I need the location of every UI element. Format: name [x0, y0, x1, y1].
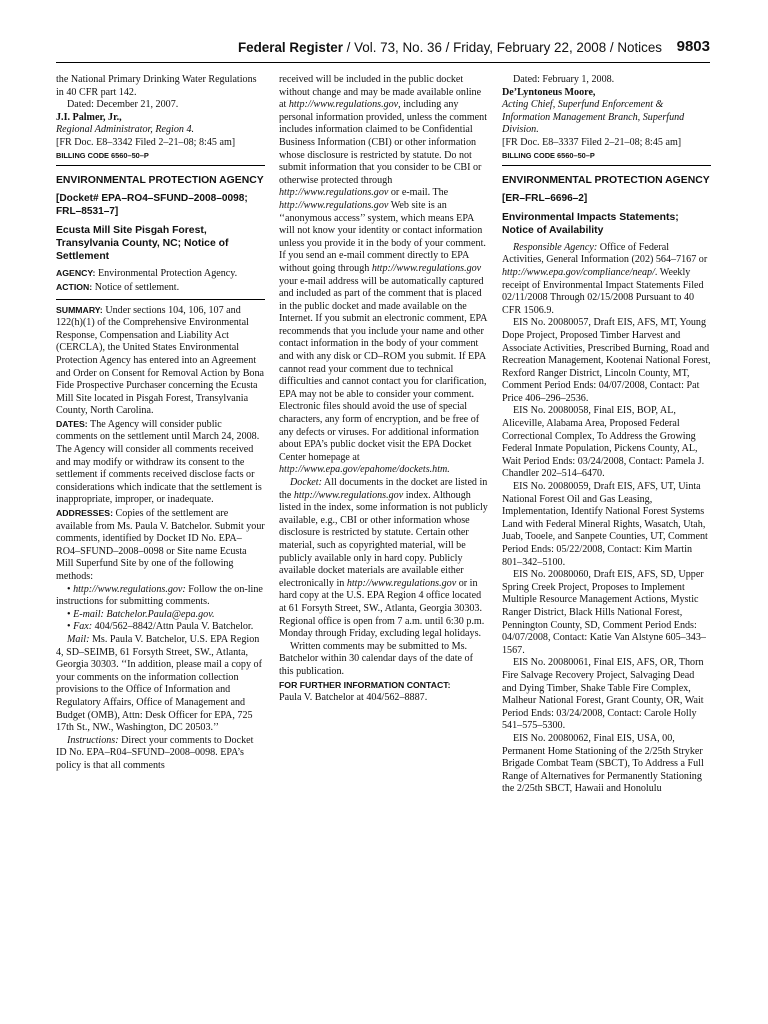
section-divider	[502, 165, 711, 166]
addresses-value: Copies of the settlement are available from Ms. Paula V. Batchelor. Submit your comments, identified by Docket ID No. EPA–RO4–SFUND–2008–0098 or Site name Ecusta Mill Superfund Site by one of the following methods:	[56, 508, 265, 582]
eis-entry: EIS No. 20080058, Final EIS, BOP, AL, Aliceville, Alabama Area, Proposed Federal Correctional Complex, To Address the Growing Federal Inmate Population, Pickens County, AL, Wait Period Ends: 03/24/2008, Contact: Pamela J. Chandler 202–514–6470.	[502, 405, 705, 480]
agency-heading: ENVIRONMENTAL PROTECTION AGENCY	[502, 174, 710, 186]
text-run: received will be included in the public docket without change and may be made available online at	[279, 74, 482, 111]
dated-line: Dated: February 1, 2008.	[513, 74, 615, 85]
bullet-fax: • Fax: 404/562–8842/Attn Paula V. Batchelor.	[67, 621, 254, 633]
responsible-agency-paragraph	[502, 242, 711, 318]
regulations-link[interactable]: http://www.regulations.gov	[279, 187, 389, 199]
neap-link[interactable]: http://www.epa.gov/compliance/neap/	[502, 266, 655, 278]
agency-value: Environmental Protection Agency.	[95, 268, 238, 280]
contact-label	[279, 679, 488, 693]
instructions-paragraph	[56, 735, 265, 773]
text-run: All documents in the docket are listed in the	[279, 477, 488, 501]
column-2	[279, 74, 488, 705]
summary-value: Under sections 104, 106, 107 and 122(h)(1) of the Comprehensive Environmental Response, Compensation and Liability Act (CERCLA), the United States Environmental Protection Agency has entered into an Agreement and Order on Consent for Removal Action by Bona Fide Prospective Purchaser concerning the Ecusta Mill Site located in Pisgah Forest, Transylvania County, North Carolina.	[56, 304, 265, 417]
agency-field	[56, 267, 265, 281]
text-run: , including any personal information provided, unless the comment includes information claimed to be Confidential Business Information (CBI) or other information whose disclosure is restricted by statute. Do not submit information that you consider to be CBI or otherwise protected through	[279, 99, 487, 186]
page-number: 9803	[676, 38, 710, 55]
signer-name: De’Lyntoneus Moore,	[502, 86, 596, 98]
bullet-email: • E-mail: Batchelor.Paula@epa.gov.	[67, 608, 215, 620]
eis-entry: EIS No. 20080060, Draft EIS, AFS, SD, Upper Spring Creek Project, Proposes to Implement Multiple Resource Management Actions, Mystic Ranger District, Black Hills National Forest, Pennington County, SD, Comment Period Ends: 04/07/2008, Contact: Katie Van Alstyne 605–343–1567.	[502, 569, 706, 656]
addresses-label: ADDRESSES:	[56, 508, 113, 519]
mail-value: Ms. Paula V. Batchelor, U.S. EPA Region 4, SD–SEIMB, 61 Forsyth Street, SW., Atlanta, Georgia 30303. ‘‘In addition, please mail a copy of your comments on the information collection provisions to the Office of Information and Regulatory Affairs, Office of Management and Budget (OMB), Attn: Desk Officer for EPA, 725 17th St., NW., Washington, DC 20503.’’	[56, 633, 262, 734]
dates-value: The Agency will consider public comments on the settlement until March 24, 2008. The Agency will consider all comments received and may modify or withdraw its consent to the settlement if comments received disclose facts or considerations which indicate that the settlement is inappropriate, improper, or inadequate.	[56, 418, 262, 506]
dates-label: DATES:	[56, 418, 88, 429]
text-run: Web site is an ‘‘anonymous access’’ system, which means EPA will not know your identity or contact information unless you provide it in the body of your comment. If you send an e-mail comment directly to EPA without going through	[279, 199, 486, 274]
docket-paragraph	[279, 477, 488, 641]
summary-label: SUMMARY:	[56, 304, 103, 315]
action-label: ACTION:	[56, 281, 93, 292]
eis-entry: EIS No. 20080061, Final EIS, AFS, OR, Thorn Fire Salvage Recovery Project, Salvaging Dead and Dying Timber, Shake Table Fire Complex, Malheur National Forest, Grant County, OR, Wait Period Ends: 03/24/2008, Contact: Carole Holly 541–575–5300.	[502, 657, 704, 732]
docket-number: [Docket# EPA–RO4–SFUND–2008–0098; FRL–8531–7]	[56, 193, 248, 218]
agency-heading: ENVIRONMENTAL PROTECTION AGENCY	[56, 174, 264, 186]
section-divider	[56, 165, 265, 166]
mail-paragraph	[56, 634, 265, 735]
comment-policy-paragraph	[279, 74, 488, 477]
regulations-link[interactable]: http://www.regulations.gov	[288, 99, 399, 111]
issue-info: / Vol. 73, No. 36 / Friday, February 22, 2008 / Notices	[342, 40, 662, 55]
signer-name: J.I. Palmer, Jr.,	[56, 111, 122, 123]
dockets-link[interactable]: http://www.epa.gov/epahome/dockets.htm.	[279, 464, 450, 476]
page-header	[56, 38, 710, 63]
fax-label: Fax:	[73, 621, 93, 633]
summary-field	[56, 304, 265, 418]
fr-doc: [FR Doc. E8–3337 Filed 2–21–08; 8:45 am]	[502, 136, 682, 148]
contact-label-text: FOR FURTHER INFORMATION CONTACT:	[279, 679, 451, 690]
fax-value: 404/562–8842/Attn Paula V. Batchelor.	[92, 621, 254, 633]
text-run: . Weekly receipt of Environmental Impact Statements Filed 02/11/2008 Through 02/15/2008 Pursuant to 40 CFR 1506.9.	[502, 266, 704, 316]
preceding-text: the National Primary Drinking Water Regulations in 40 CFR part 142.	[56, 74, 257, 98]
signer-title: Regional Administrator, Region 4.	[56, 124, 195, 136]
written-comments-paragraph: Written comments may be submitted to Ms. Batchelor within 30 calendar days of the date of this publication.	[279, 640, 473, 677]
billing-code: BILLING CODE 6560–50–P	[502, 150, 595, 160]
notice-subject: Environmental Impacts Statements; Notice of Availability	[502, 212, 679, 236]
contact-value: Paula V. Batchelor at 404/562–8887.	[279, 692, 428, 704]
bullet-regulations-text: Follow the on-line instructions for submitting comments.	[56, 583, 263, 608]
docket-label: Docket:	[290, 477, 322, 488]
docket-number: [ER–FRL–6696–2]	[502, 193, 588, 205]
text-run: index. Although listed in the index, some information is not publicly available, e.g., CBI or other information whose disclosure is restricted by statute. Certain other material, such as copyrighted material, will be publicly available only in hard copy. Publicly available docket materials are available either electronically in	[279, 489, 488, 589]
regulations-link[interactable]: http://www.regulations.gov	[279, 199, 389, 211]
bullet-regulations: • http://www.regulations.gov: Follow the on-line instructions for submitting comments.	[56, 583, 263, 608]
regulations-link[interactable]: http://www.regulations.gov	[371, 262, 482, 274]
eis-entry: EIS No. 20080057, Draft EIS, AFS, MT, Young Dope Project, Proposed Timber Harvest and Associate Activities, Prescribed Burning, Road and Recreation Management, Kootenai National Forest, Rexford Ranger District, Lincoln County, MT, Comment Period Ends: 04/07/2008, Contact: Pat Price 406–296–2536.	[502, 317, 711, 404]
text-run: or e-mail. The	[388, 187, 449, 199]
summary-divider	[56, 299, 265, 300]
header-citation	[238, 40, 662, 55]
eis-entry: EIS No. 20080062, Final EIS, USA, 00, Permanent Home Stationing of the 2/25th Stryker Brigade Combat Team (SBCT), To Address a Full Range of Alternatives for Permanently Stationing the 2/25th SBCT, Hawaii and Honolulu	[502, 732, 704, 795]
action-value: Notice of settlement.	[92, 281, 180, 293]
text-run: your e-mail address will be automatically captured and included as part of the comment that is placed in the public docket and made available on the Internet. If you submit an electronic comment, EPA recommends that you include your name and other contact information in the body of your comment and with any disk or CD–ROM you submit. If EPA cannot read your comment due to technical difficulties and cannot contact you for clarification, EPA may not be able to consider your comment. Electronic files should avoid the use of special characters, any form of encryption, and be free of any defects or viruses. For additional information about EPA’s public docket visit the EPA Docket Center homepage at	[279, 275, 487, 463]
notice-subject: Ecusta Mill Site Pisgah Forest, Transylvania County, NC; Notice of Settlement	[56, 224, 229, 262]
instructions-value: Direct your comments to Docket ID No. EPA–R04–SFUND–2008–0098. EPA’s policy is that all comments	[56, 734, 254, 771]
billing-code: BILLING CODE 6560–50–P	[56, 150, 149, 160]
text-run: Office of Federal Activities, General Information (202) 564–7167 or	[502, 241, 708, 266]
text-run: or in hard copy at the U.S. EPA Region 4 office located at 61 Forsyth Street, SW., Atlanta, Georgia 30303. Regional office is open from 7 a.m. until 6:30 p.m. Monday through Friday, excluding legal holidays.	[279, 577, 485, 640]
dates-field	[56, 418, 265, 507]
instructions-label: Instructions:	[67, 734, 119, 746]
regulations-link[interactable]: http://www.regulations.gov	[293, 489, 404, 501]
addresses-field	[56, 507, 265, 584]
mail-label: Mail:	[67, 633, 90, 645]
email-link[interactable]: E-mail: Batchelor.Paula@epa.gov.	[73, 608, 215, 620]
signer-title: Acting Chief, Superfund Enforcement & Information Management Branch, Superfund Division.	[502, 99, 685, 136]
column-3	[502, 74, 711, 796]
column-1	[56, 74, 265, 773]
regulations-link[interactable]: http://www.regulations.gov	[346, 577, 457, 589]
agency-label: AGENCY:	[56, 268, 96, 279]
dated-line: Dated: December 21, 2007.	[67, 99, 179, 111]
regulations-link[interactable]: http://www.regulations.gov:	[73, 583, 186, 595]
fr-doc: [FR Doc. E8–3342 Filed 2–21–08; 8:45 am]	[56, 136, 236, 148]
action-field	[56, 281, 265, 295]
journal-name: Federal Register	[238, 40, 343, 55]
eis-entry: EIS No. 20080059, Draft EIS, AFS, UT, Uinta National Forest Oil and Gas Leasing, Implementation, Identify National Forest Systems Land with Federal Mineral Rights, Wasatch, Utah, Juab, Tooele, and Sanpete Counties, UT, Comment Period Ends: 05/22/2008, Contact: Kim Martin 801–342–5100.	[502, 481, 708, 568]
responsible-label: Responsible Agency:	[513, 241, 598, 253]
